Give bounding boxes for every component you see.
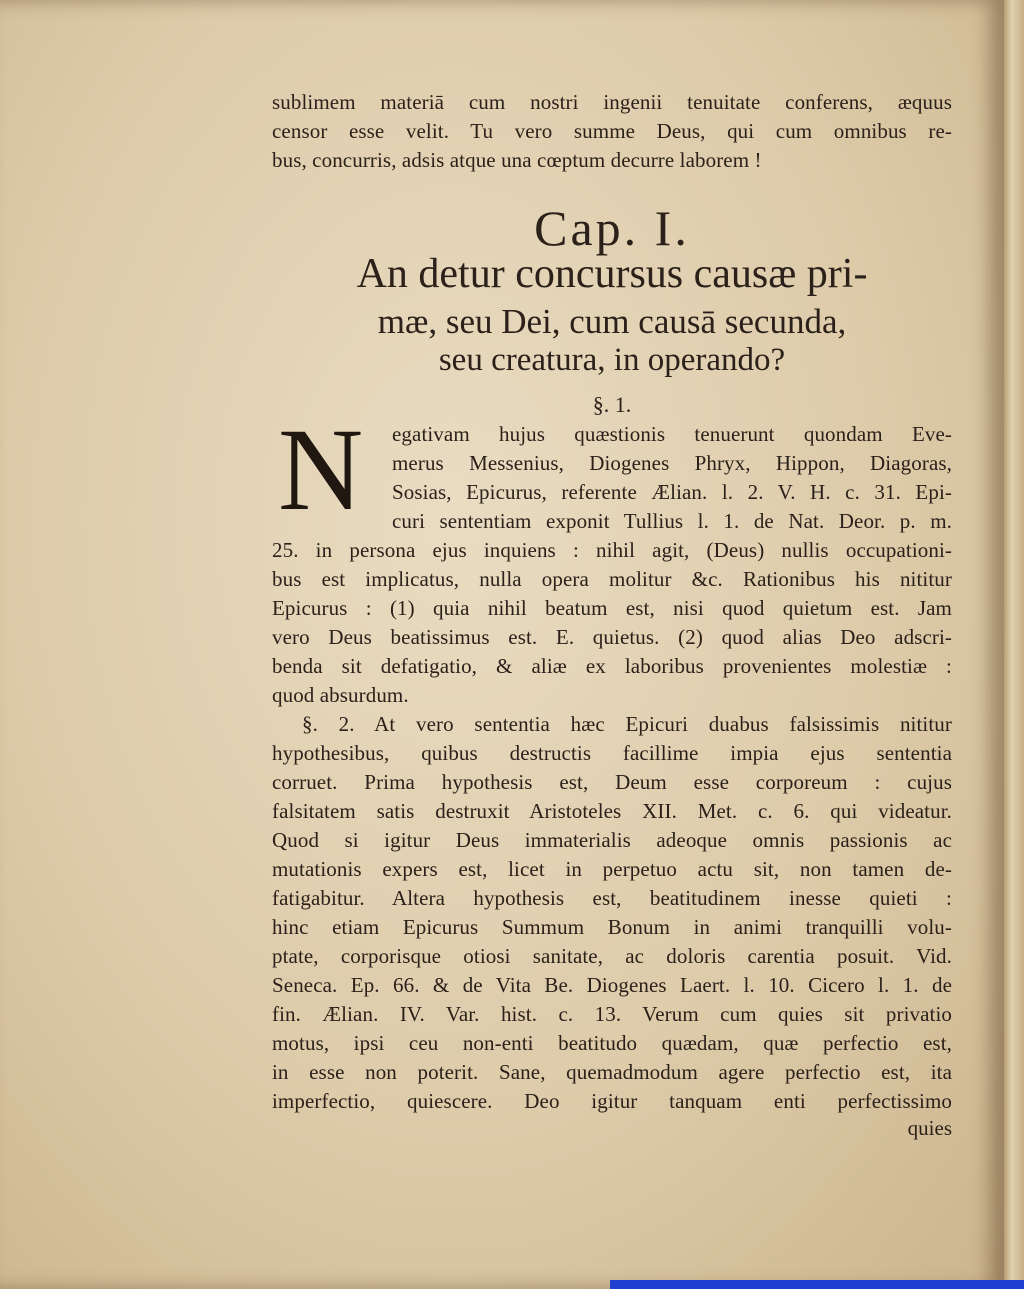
page-text-block [272, 0, 952, 1289]
para2-line-2: hypothesibus, quibus destructis facillime impia ejus sententia [272, 741, 952, 765]
para1-line-10: quod absurdum. [272, 683, 409, 707]
catchword: quies [907, 1116, 952, 1140]
para1-line-4: curi sententiam exponit Tullius l. 1. de Nat. Deor. p. m. [392, 509, 952, 533]
para2-line-1: §. 2. At vero sententia hæc Epicuri duabus falsissimis nititur [302, 712, 952, 736]
para2-line-9: ptate, corporisque otiosi sanitate, ac doloris carentia posuit. Vid. [272, 944, 952, 968]
para1-line-1: egativam hujus quæstionis tenuerunt quondam Eve- [392, 422, 952, 446]
section-1-mark: §. 1. [592, 392, 632, 417]
chapter-heading: Cap. I. [534, 200, 690, 256]
drop-cap: N [278, 404, 364, 535]
title-line-3: seu creatura, in operando? [438, 342, 786, 378]
para2-line-5: Quod si igitur Deus immaterialis adeoque omnis passionis ac [272, 828, 952, 852]
page-edge [1004, 0, 1024, 1289]
title-line-2: mæ, seu Dei, cum causā secunda, [377, 302, 847, 341]
top-line-2: censor esse velit. Tu vero summe Deus, qui cum omnibus re- [272, 119, 952, 143]
para2-line-14: imperfectio, quiescere. Deo igitur tanquam enti perfectissimo [272, 1089, 952, 1113]
top-line-1: sublimem materiā cum nostri ingenii tenuitate conferens, æquus [272, 90, 952, 114]
para1-line-6: bus est implicatus, nulla opera molitur &c. Rationibus his nititur [272, 567, 952, 591]
para2-line-4: falsitatem satis destruxit Aristoteles XII. Met. c. 6. qui videatur. [272, 799, 952, 823]
para2-line-3: corruet. Prima hypothesis est, Deum esse corporeum : cujus [272, 770, 952, 794]
top-line-3: bus, concurris, adsis atque una cœptum decurre laborem ! [272, 148, 762, 172]
para1-line-2: merus Messenius, Diogenes Phryx, Hippon, Diagoras, [392, 451, 952, 475]
para1-line-8: vero Deus beatissimus est. E. quietus. (2) quod alias Deo adscri- [272, 625, 952, 649]
para1-line-3: Sosias, Epicurus, referente Ælian. l. 2. V. H. c. 31. Epi- [392, 480, 952, 504]
para1-line-9: benda sit defatigatio, & aliæ ex laboribus provenientes molestiæ : [272, 654, 952, 678]
para2-line-10: Seneca. Ep. 66. & de Vita Be. Diogenes Laert. l. 10. Cicero l. 1. de [272, 973, 952, 997]
para2-line-7: fatigabitur. Altera hypothesis est, beatitudinem inesse quieti : [272, 886, 952, 910]
para1-line-5: 25. in persona ejus inquiens : nihil agit, (Deus) nullis occupationi- [272, 538, 952, 562]
para2-line-6: mutationis expers est, licet in perpetuo actu sit, non tamen de- [272, 857, 952, 881]
para2-line-8: hinc etiam Epicurus Summum Bonum in animi tranquilli volu- [272, 915, 952, 939]
para2-line-11: fin. Ælian. IV. Var. hist. c. 13. Verum cum quies sit privatio [272, 1002, 952, 1026]
para2-line-12: motus, ipsi ceu non-enti beatitudo quædam, quæ perfectio est, [272, 1031, 952, 1055]
title-line-1: An detur concursus causæ pri- [356, 251, 868, 297]
para1-line-7: Epicurus : (1) quia nihil beatum est, nisi quod quietum est. Jam [272, 596, 952, 620]
para2-line-13: in esse non poterit. Sane, quemadmodum agere perfectio est, ita [272, 1060, 952, 1084]
